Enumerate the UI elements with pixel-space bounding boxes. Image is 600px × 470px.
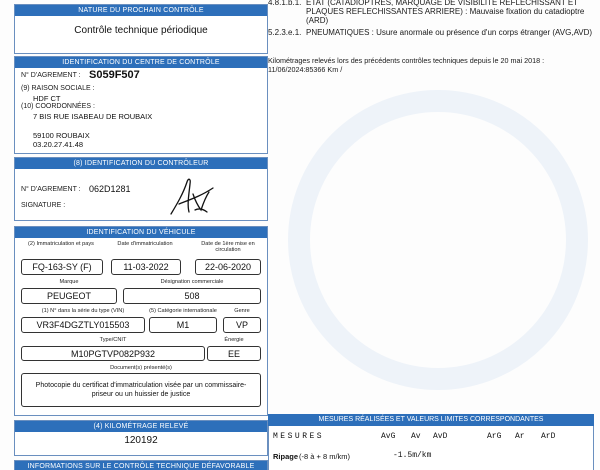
center-agrement-label: N° D'AGREMENT :: [21, 72, 81, 79]
measurements-title: MESURES: [273, 432, 325, 441]
next-inspection-type: Contrôle technique périodique: [74, 25, 208, 36]
section-header: (8) IDENTIFICATION DU CONTRÔLEUR: [15, 158, 267, 169]
genre-field: VP: [223, 317, 261, 333]
col-ar: Ar: [515, 432, 525, 441]
type-cnit-field: M10PGTVP082P932: [21, 346, 205, 361]
date-circulation-caption: Date de 1ère mise en circulation: [201, 241, 255, 253]
immatriculation-caption: (2) Immatriculation et pays: [28, 241, 94, 247]
center-address-street: 7 BIS RUE ISABEAU DE ROUBAIX: [33, 112, 153, 121]
col-ard: ArD: [541, 432, 556, 441]
ripage-limit: (-8 à + 8 m/km): [299, 452, 351, 461]
designation-caption: Désignation commerciale: [160, 279, 224, 285]
immatriculation-field: FQ-163-SY (F): [21, 259, 103, 275]
defect-code-1: 4.8.1.b.1.: [268, 0, 302, 7]
date-circulation-field: 22-06-2020: [195, 259, 261, 275]
section-header: (4) KILOMÉTRAGE RELEVÉ: [15, 421, 267, 432]
categorie-caption: (5) Catégorie internationale: [149, 308, 217, 314]
designation-field: 508: [123, 288, 261, 304]
next-inspection-section: [14, 4, 268, 54]
categorie-field: M1: [149, 317, 217, 333]
section-header: IDENTIFICATION DU CENTRE DE CONTRÔLE: [15, 57, 267, 68]
marque-field: PEUGEOT: [21, 288, 117, 304]
documents-caption: Document(s) présenté(s): [110, 365, 172, 371]
section-header: NATURE DU PROCHAIN CONTRÔLE: [15, 5, 267, 16]
date-immat-caption: Date d'immatriculation: [117, 241, 173, 247]
ripage-value: -1.5m/km: [393, 451, 432, 460]
vin-field: VR3F4DGZTLY015503: [21, 317, 145, 333]
energie-caption: Énergie: [224, 337, 244, 343]
center-agrement-number: S059F507: [89, 69, 140, 81]
vin-caption: (1) N° dans la série du type (VIN): [41, 308, 125, 314]
center-phone: 03.20.27.41.48: [33, 140, 84, 149]
inspector-section: [14, 157, 268, 221]
col-av: Av: [411, 432, 421, 441]
defect-text-2: PNEUMATIQUES : Usure anormale ou présence d'un corps étranger (AVG,AVD): [306, 28, 593, 37]
inspector-agrement-label: N° D'AGREMENT :: [21, 186, 81, 193]
vehicle-section: [14, 226, 268, 416]
inspection-center-section: [14, 56, 268, 154]
unfavourable-info-section: [14, 460, 268, 470]
left-column: [14, 0, 268, 470]
documents-field: Photocopie du certificat d'immatriculation visée par un commissaire-priseur ou un huissier de justice: [21, 373, 261, 407]
date-immat-field: 11-03-2022: [111, 259, 181, 275]
measurements-header: MESURES RÉALISÉES ET VALEURS LIMITES CORRESPONDANTES: [268, 414, 594, 426]
inspector-agrement-number: 062D1281: [89, 184, 131, 194]
watermark-emblem: [288, 90, 588, 390]
center-address-city: 59100 ROUBAIX: [33, 131, 90, 140]
genre-caption: Genre: [234, 308, 250, 314]
col-arg: ArG: [487, 432, 502, 441]
col-avd: AvD: [433, 432, 448, 441]
mileage-history: Kilométrages relevés lors des précédents contrôles techniques depuis le 20 mai 2018 : 11/06/2024:85366 Km /: [268, 56, 545, 74]
right-column: [268, 0, 600, 470]
energie-field: EE: [207, 346, 261, 361]
coordonnees-label: (10) COORDONNÉES :: [21, 103, 95, 110]
section-header: IDENTIFICATION DU VÉHICULE: [15, 227, 267, 238]
measurements-section: [268, 426, 594, 470]
inspector-signature: [165, 174, 217, 218]
signature-label: SIGNATURE :: [21, 202, 66, 209]
raison-sociale-label: (9) RAISON SOCIALE :: [21, 85, 95, 92]
marque-caption: Marque: [59, 279, 79, 285]
section-header: INFORMATIONS SUR LE CONTRÔLE TECHNIQUE DÉFAVORABLE: [15, 461, 267, 470]
defect-code-2: 5.2.3.e.1.: [268, 28, 302, 37]
col-avg: AvG: [381, 432, 396, 441]
ripage-label: Ripage: [273, 452, 299, 461]
defect-text-1: ETAT (CATADIOPTRES, MARQUAGE DE VISIBILITE REFLECHISSANT ET PLAQUES REFLECHISSANTES ARRIERE) : Mauvaise fixation du catadioptre (ARD): [306, 0, 585, 25]
mileage-value: 120192: [124, 435, 158, 446]
type-cnit-caption: Type/CNIT: [99, 337, 127, 343]
mileage-section: [14, 420, 268, 456]
raison-sociale-value: HDF CT: [33, 94, 61, 103]
